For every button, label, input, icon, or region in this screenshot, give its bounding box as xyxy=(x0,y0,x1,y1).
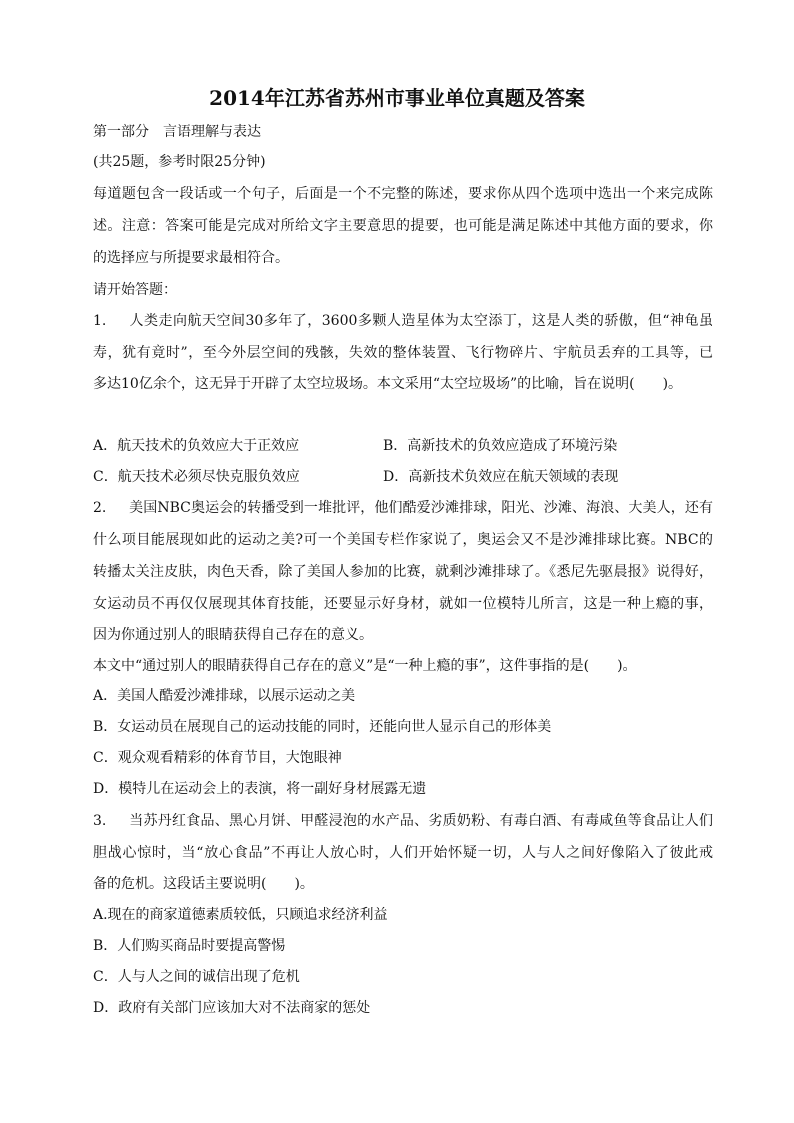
question-2-line: 转播太关注皮肤，肉色天香，除了美国人参加的比赛，就剩沙滩排球了。《悉尼先驱晨报》说得好， xyxy=(93,564,713,580)
question-2-line: 因为你通过别人的眼睛获得自己存在的意义。 xyxy=(93,627,373,643)
question-1-line: 寿，犹有竟时”，至今外层空间的残骸，失效的整体装置、飞行物碎片、宇航员丢弃的工具等，已 xyxy=(93,345,713,361)
question-1-line xyxy=(93,311,713,331)
question-1-text: 人类走向航天空间30多年了，3600多颗人造星体为太空添丁，这是人类的骄傲，但“神龟虽 xyxy=(129,313,713,329)
question-2-option-b: B．女运动员在展现自己的运动技能的同时，还能向世人显示自己的形体美 xyxy=(93,719,552,735)
question-1-line: 多达10亿余个，这无异于开辟了太空垃圾场。本文采用“太空垃圾场”的比喻，旨在说明( )。 xyxy=(93,376,683,392)
question-3-line: 备的危机。这段话主要说明( )。 xyxy=(93,876,314,892)
question-1-option-a: A．航天技术的负效应大于正效应 xyxy=(93,438,300,454)
instruction-line: 的选择应与所提要求最相符合。 xyxy=(93,250,289,266)
question-2-option-c: C．观众观看精彩的体育节目，大饱眼神 xyxy=(93,750,342,766)
section-heading: 第一部分 言语理解与表达 xyxy=(93,124,261,140)
question-3-option-b: B．人们购买商品时要提高警惕 xyxy=(93,938,286,954)
section-note: (共25题，参考时限25分钟) xyxy=(93,154,266,170)
question-3-number: 3. xyxy=(93,813,107,829)
question-1-number: 1. xyxy=(93,313,107,329)
question-1-option-c: C．航天技术必须尽快克服负效应 xyxy=(93,469,300,485)
instruction-line: 述。注意：答案可能是完成对所给文字主要意思的提要，也可能是满足陈述中其他方面的要求，你 xyxy=(93,218,713,234)
question-3-option-d: D．政府有关部门应该加大对不法商家的惩处 xyxy=(93,1000,371,1016)
question-2-text: 美国NBC奥运会的转播受到一堆批评，他们酷爱沙滩排球，阳光、沙滩、海浪、大美人，还有 xyxy=(129,500,713,516)
document-title: 2014年江苏省苏州市事业单位真题及答案 xyxy=(209,86,585,110)
question-3-text: 当苏丹红食品、黑心月饼、甲醛浸泡的水产品、劣质奶粉、有毒白酒、有毒咸鱼等食品让人们 xyxy=(129,813,713,829)
question-2-line: 女运动员不再仅仅展现其体育技能，还要显示好身材，就如一位模特儿所言，这是一种上瘾的事， xyxy=(93,596,713,612)
question-2-number: 2. xyxy=(93,500,107,516)
instruction-line: 每道题包含一段话或一个句子，后面是一个不完整的陈述，要求你从四个选项中选出一个来完成陈 xyxy=(93,186,713,202)
question-3-option-a: A.现在的商家道德素质较低，只顾追求经济利益 xyxy=(93,907,388,923)
question-1-option-d: D．高新技术负效应在航天领域的表现 xyxy=(383,469,619,485)
question-3-line xyxy=(93,811,713,831)
question-2-line xyxy=(93,498,713,518)
question-3-option-c: C．人与人之间的诚信出现了危机 xyxy=(93,969,300,985)
question-1-option-b: B．高新技术的负效应造成了环境污染 xyxy=(383,438,618,454)
question-2-line: 什么项目能展现如此的运动之美?可一个美国专栏作家说了，奥运会又不是沙滩排球比赛。NBC的 xyxy=(93,532,713,548)
question-2-stem: 本文中“通过别人的眼睛获得自己存在的意义”是“一种上瘾的事”，这件事指的是( )。 xyxy=(93,658,637,674)
question-2-option-d: D．模特儿在运动会上的表演，将一副好身材展露无遗 xyxy=(93,781,427,797)
question-3-line: 胆战心惊时，当“放心食品”不再让人放心时，人们开始怀疑一切，人与人之间好像陷入了彼此戒 xyxy=(93,845,713,861)
question-2-option-a: A．美国人酷爱沙滩排球，以展示运动之美 xyxy=(93,688,356,704)
start-prompt: 请开始答题： xyxy=(93,282,177,298)
